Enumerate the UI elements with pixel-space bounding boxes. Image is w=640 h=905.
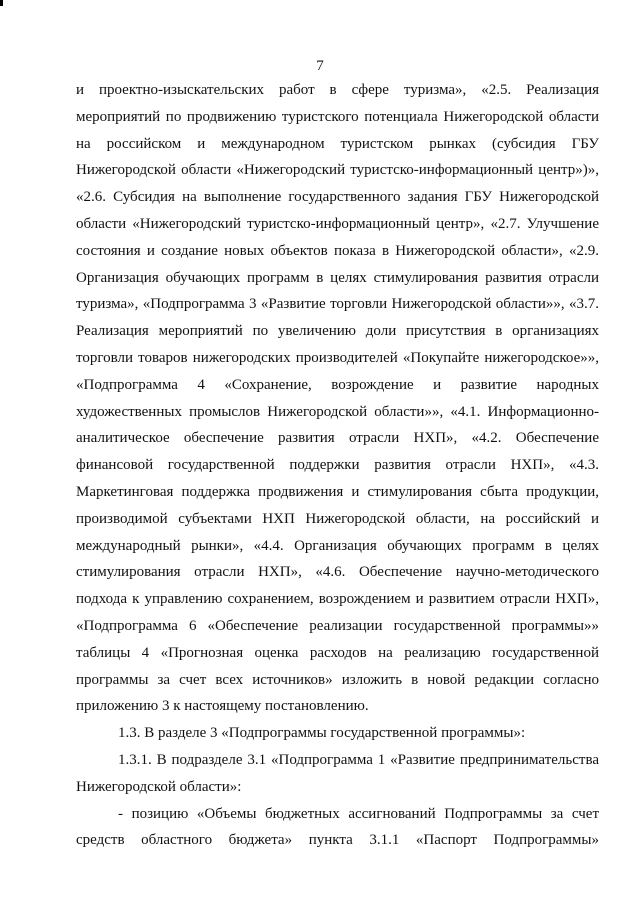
scan-artifact-mark — [0, 0, 3, 6]
paragraph-subsection-1-3-1: 1.3.1. В подразделе 3.1 «Подпрограмма 1 «Развитие предпринимательства Нижегородской области»: — [76, 751, 599, 795]
paragraph-continuation: и проектно-изыскательских работ в сфере туризма», «2.5. Реализация мероприятий по продвижению туристского потенциала Нижегородской области на российском и международном туристском рынках (субсидия ГБУ Нижегородской области «Нижегородский туристско-информационный центр»)», «2.6. Субсидия на выполнение государственного задания ГБУ Нижегородской области «Нижегородский туристско-информационный центр», «2.7. Улучшение состояния и создание новых объектов показа в Нижегородской области», «2.9. Организация обучающих программ в целях стимулирования развития отрасли туризма», «Подпрограмма 3 «Развитие торговли Нижегородской области»», «3.7. Реализация мероприятий по увеличению доли присутствия в организациях торговли товаров нижегородских производителей «Покупайте нижегородское»», «Подпрограмма 4 «Сохранение, возрождение и развитие народных художественных промыслов Нижегородской области»», «4.1. Информационно-аналитическое обеспечение развития отрасли НХП», «4.2. Обеспечение финансовой государственной поддержки развития отрасли НХП», «4.3. Маркетинговая поддержка продвижения и стимулирования сбыта продукции, производимой субъектами НХП Нижегородской области, на российский и международный рынки», «4.4. Организация обучающих программ в целях стимулирования отрасли НХП», «4.6. Обеспечение научно-методического подхода к управлению сохранением, возрождением и развитием отрасли НХП», «Подпрограмма 6 «Обеспечение реализации государственной программы»» таблицы 4 «Прогнозная оценка расходов на реализацию государственной программы за счет всех источников» изложить в новой редакции согласно приложению 3 к настоящему постановлению. — [76, 82, 599, 715]
document-body — [76, 77, 599, 854]
paragraph-section-1-3: 1.3. В разделе 3 «Подпрограммы государственной программы»: — [118, 725, 526, 742]
page-number: 7 — [316, 58, 324, 74]
paragraph-budget-position: - позицию «Объемы бюджетных ассигнований Подпрограммы за счет средств областного бюджета» пункта 3.1.1 «Паспорт Подпрограммы» — [76, 805, 599, 849]
